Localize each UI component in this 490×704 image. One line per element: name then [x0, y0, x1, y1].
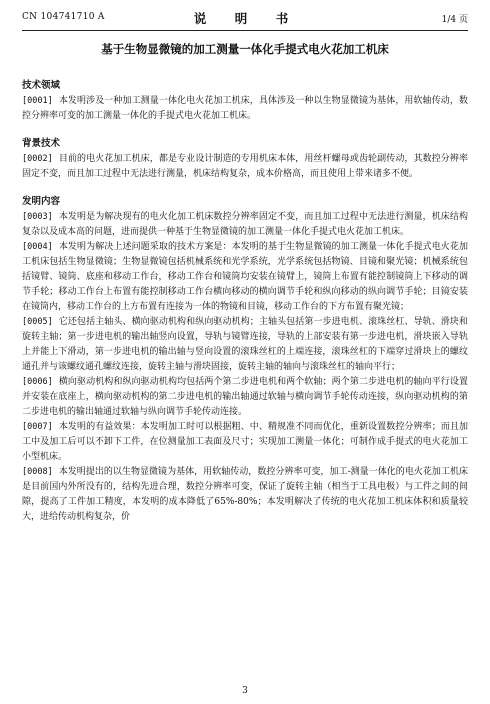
paragraph-text: 本发明提出的以生物显微镜为基体，用软轴传动，数控分辨率可变，加工-测量一体化的电火花加工机床是目前国内外所没有的，结构先进合理，数控分辨率可变，保证了旋转主轴（相当于工具电极）与工件之间的间隙，提高了工件加工精度，本发明的成本降低了65%-80%；本发明解决了传统的电火花加工机床体积和质量较大，进给传动机构复杂，价 [22, 467, 468, 522]
paragraph [22, 152, 468, 182]
section-heading: 背景技术 [22, 138, 61, 149]
paragraph-text: 横向驱动机构和纵向驱动机构均包括两个第二步进电机和两个软轴；两个第二步进电机的轴向平行设置并安装在底座上，横向驱动机构的第二步进电机的输出轴通过软轴与横向调节手轮传动连接，纵向驱动机构的第二步进电机的输出轴通过软轴与纵向调节手轮传动连接。 [22, 377, 468, 417]
section-heading: 发明内容 [22, 196, 61, 207]
paragraph-text: 目前的电火花加工机床，都是专业设计制造的专用机床本体，用丝杆螺母或齿轮副传动，其数控分辨率固定不变，而且加工过程中无法进行测量，机床结构复杂，成本价格高，而且使用上带来诸多不便。 [22, 154, 468, 179]
paragraph-number: [0007] [22, 422, 53, 432]
paragraph-number: [0005] [22, 317, 53, 327]
page-number: 3 [242, 686, 248, 696]
paragraph-number: [0006] [22, 377, 53, 387]
paragraph [22, 420, 468, 465]
document-title: 基于生物显微镜的加工测量一体化手提式电火花加工机床 [101, 42, 389, 56]
paragraph-number: [0003] [22, 212, 53, 222]
paragraph [22, 240, 468, 315]
paragraph-number: [0008] [22, 467, 53, 477]
header-divider [22, 30, 468, 31]
paragraph-number: [0001] [22, 96, 53, 106]
paragraph-text: 它还包括主轴头、横向驱动机构和纵向驱动机构；主轴头包括第一步进电机、滚珠丝杠、导轨、滑块和旋转主轴；第一步进电机的输出轴竖向设置，导轨与镜臂连接，导轨的上部安装有第一步进电机，滑块嵌入导轨上并能上下滑动，第一步进电机的输出轴与竖向设置的滚珠丝杠的上端连接，滚珠丝杠的下端穿过滑块上的螺纹通孔并与该螺纹通孔螺纹连接，旋转主轴与滑块固接，旋转主轴的轴向与滚珠丝杠的轴向平行； [22, 317, 468, 372]
patent-number: CN 104741710 A [22, 12, 105, 22]
paragraph-text: 本发明是为解决现有的电火化加工机床数控分辨率固定不变，而且加工过程中无法进行测量，机床结构复杂以及成本高的问题，进而提供一种基于生物显微镜的加工测量一体化手提式电火花加工机床。 [22, 212, 468, 237]
paragraph [22, 465, 468, 525]
page-indicator: 1/4 页 [441, 15, 468, 25]
paragraph-text: 本发明的有益效果：本发明加工时可以根据粗、中、精规准不同而优化，重新设置数控分辨率；而且加工中及加工后可以不卸下工件，在位测量加工表面及尺寸；实现加工测量一体化；可制作成手提式的电火花加工小型机床。 [22, 422, 468, 462]
document-body [22, 78, 468, 525]
section-heading: 技术领域 [22, 80, 61, 91]
page-header [22, 8, 468, 30]
paragraph [22, 210, 468, 240]
paragraph-text: 本发明为解决上述问题采取的技术方案是：本发明的基于生物显微镜的加工测量一体化手提式电火花加工机床包括生物显微镜；生物显微镜包括机械系统和光学系统，光学系统包括物镜、目镜和聚光镜；机械系统包括镜臂、镜筒、底座和移动工作台，移动工作台和镜筒均安装在镜臂上，镜筒上布置有能控制镜筒上下移动的调节手轮；移动工作台上布置有能控制移动工作台横向移动的横向调节手轮和纵向移动的纵向调节手轮；目镜安装在镜筒内，移动工作台的上方布置有连接为一体的物镜和目镜，移动工作台的下方布置有聚光镜； [22, 242, 468, 312]
paragraph-text: 本发明涉及一种加工测量一体化电火花加工机床，具体涉及一种以生物显微镜为基体，用软轴传动，数控分辨率可变的加工测量一体化的手提式电火花加工机床。 [22, 96, 468, 121]
paragraph [22, 315, 468, 375]
paragraph [22, 94, 468, 124]
paragraph-number: [0002] [22, 154, 53, 164]
paragraph-number: [0004] [22, 242, 53, 252]
document-type: 说 明 书 [193, 11, 297, 26]
paragraph [22, 375, 468, 420]
